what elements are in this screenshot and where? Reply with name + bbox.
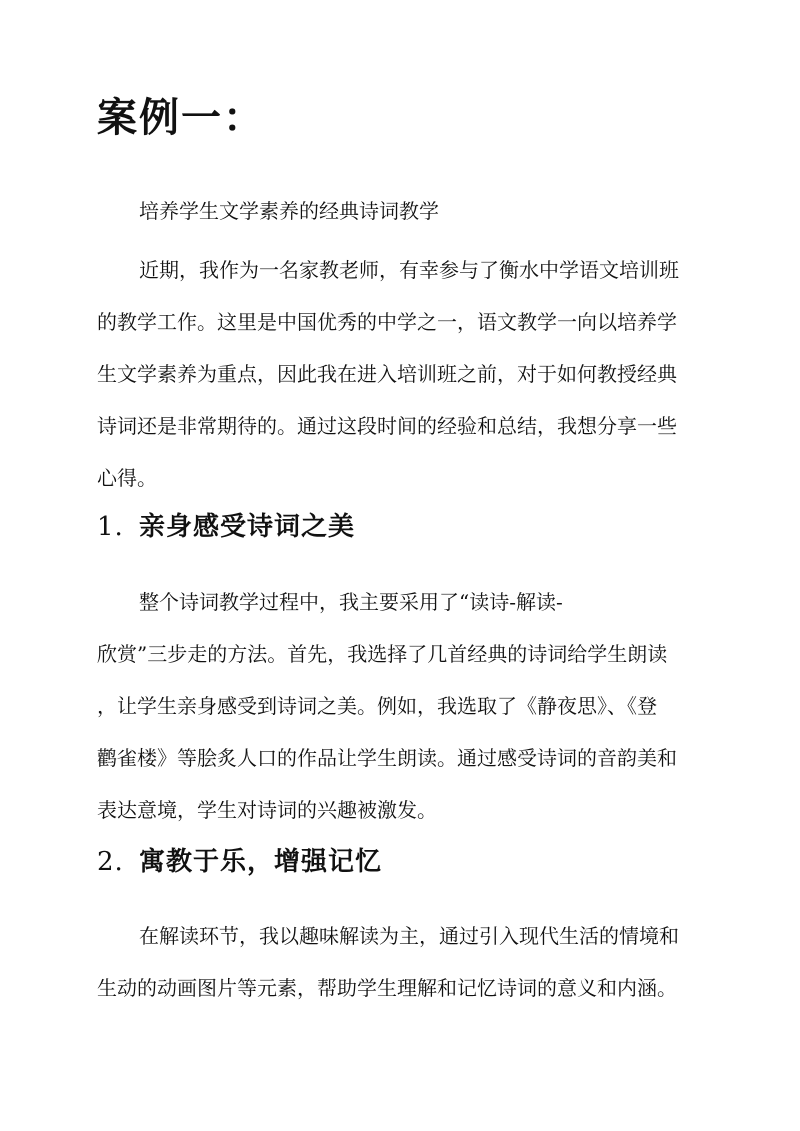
paragraph-line: 心得。 [97, 466, 157, 490]
section-title: 亲身感受诗词之美 [139, 512, 356, 542]
section-number: 2. [97, 847, 124, 877]
paragraph-line: 近期，我作为一名家教老师，有幸参与了衡水中学语文培训班 [139, 258, 679, 282]
paragraph-line: 的教学工作。这里是中国优秀的中学之一，语文教学一向以培养学 [97, 310, 677, 334]
paragraph-line: 生文学素养为重点，因此我在进入培训班之前，对于如何教授经典 [97, 362, 677, 386]
section-1-paragraph [97, 576, 707, 836]
paragraph-line: 欣赏”三步走的方法。首先，我选择了几首经典的诗词给学生朗读 [97, 642, 668, 666]
paragraph-line: 整个诗词教学过程中，我主要采用了“读诗-解读- [139, 590, 563, 614]
paragraph-line: 生动的动画图片等元素，帮助学生理解和记忆诗词的意义和内涵。 [97, 976, 677, 1000]
section-2-paragraph [97, 910, 707, 1014]
document-title: 案例一： [97, 94, 265, 141]
paragraph-line: 鹳雀楼》等脍炙人口的作品让学生朗读。通过感受诗词的音韵美和 [97, 746, 677, 770]
section-heading-2 [97, 845, 382, 879]
intro-paragraph [97, 244, 707, 504]
paragraph-line: 在解读环节，我以趣味解读为主，通过引入现代生活的情境和 [139, 924, 679, 948]
paragraph-line: 表达意境，学生对诗词的兴趣被激发。 [97, 798, 437, 822]
section-title: 寓教于乐，增强记忆 [139, 847, 383, 877]
section-heading-1 [97, 510, 355, 544]
document-subtitle: 培养学生文学素养的经典诗词教学 [139, 199, 439, 223]
section-number: 1. [97, 512, 124, 542]
paragraph-line: 诗词还是非常期待的。通过这段时间的经验和总结，我想分享一些 [97, 414, 677, 438]
paragraph-line: ，让学生亲身感受到诗词之美。例如，我选取了《静夜思》、《登 [97, 694, 657, 718]
